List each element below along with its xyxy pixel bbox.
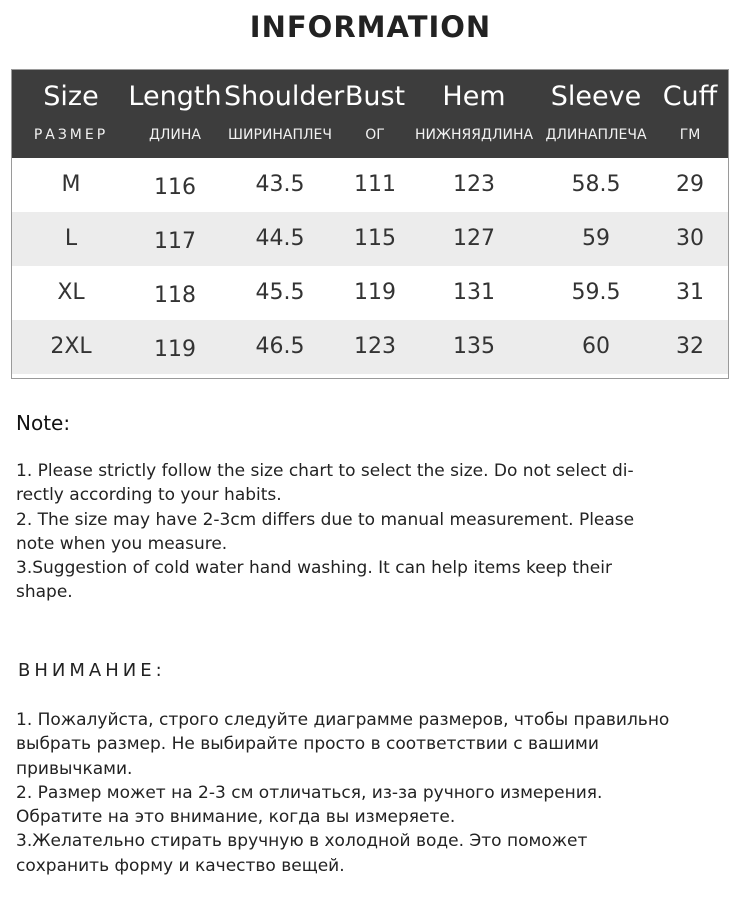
- header-label-ru: НИЖНЯЯДЛИНА: [414, 127, 534, 143]
- note-line: привычками.: [16, 758, 133, 779]
- note-line: rectly according to your habits.: [16, 485, 282, 506]
- header-cell-hem: [410, 70, 538, 158]
- note-line: Обратите на это внимание, когда вы измеряете.: [16, 807, 456, 828]
- note-line: 2. Размер может на 2-3 см отличаться, из-за ручного измерения.: [16, 782, 603, 803]
- table-cell-cuff: 29: [676, 172, 704, 197]
- table-cell-length: 118: [154, 283, 196, 308]
- note-line: сохранить форму и качество вещей.: [16, 855, 345, 876]
- note-heading: Note:: [16, 411, 71, 435]
- note-line: выбрать размер. Не выбирайте просто в соответствии с вашими: [16, 734, 599, 755]
- table-cell-sleeve: 60: [582, 334, 610, 359]
- header-label-en: Length: [128, 81, 222, 112]
- note-text-ru: [16, 708, 716, 878]
- table-cell-size: 2XL: [50, 334, 92, 359]
- table-cell-hem: 127: [453, 226, 495, 251]
- table-cell-sleeve: 59.5: [571, 280, 621, 305]
- table-cell-cuff: 31: [676, 280, 704, 305]
- table-cell-bust: 123: [354, 334, 396, 359]
- header-label-ru: ОГ: [365, 127, 385, 143]
- header-label-en: Size: [43, 81, 99, 112]
- header-cell-sleeve: [540, 70, 652, 158]
- header-label-ru: ДЛИНА: [148, 127, 202, 143]
- table-cell-hem: 135: [453, 334, 495, 359]
- note-line: 3.Желательно стирать вручную в холодной воде. Это поможет: [16, 831, 588, 852]
- table-cell-shoulder: 45.5: [255, 280, 305, 305]
- header-label-en: Sleeve: [550, 81, 642, 112]
- header-label-ru: ГМ: [679, 127, 701, 143]
- table-row: [12, 266, 728, 320]
- header-label-ru: ШИРИНАПЛЕЧ: [228, 127, 332, 143]
- note-line: shape.: [16, 582, 73, 603]
- table-row: [12, 320, 728, 374]
- table-cell-size: M: [61, 172, 81, 197]
- header-cell-length: [120, 70, 230, 158]
- note-text-en: [16, 459, 716, 605]
- table-cell-sleeve: 58.5: [571, 172, 621, 197]
- table-cell-hem: 123: [453, 172, 495, 197]
- table-cell-length: 117: [154, 229, 196, 254]
- note-line: 3.Suggestion of cold water hand washing. It can help items keep their: [16, 558, 612, 579]
- header-cell-size: [12, 70, 130, 158]
- note-line: 1. Please strictly follow the size chart to select the size. Do not select di-: [16, 461, 634, 481]
- table-cell-size: L: [64, 226, 78, 251]
- note-line: note when you measure.: [16, 533, 228, 554]
- table-cell-shoulder: 46.5: [255, 334, 305, 359]
- table-row: [12, 158, 728, 212]
- table-cell-shoulder: 44.5: [255, 226, 305, 251]
- page-title: INFORMATION: [249, 10, 492, 44]
- note-line: 1. Пожалуйста, строго следуйте диаграмме размеров, чтобы правильно: [16, 710, 670, 730]
- header-cell-bust: [336, 70, 414, 158]
- size-chart-table: [11, 69, 729, 379]
- table-cell-bust: 119: [354, 280, 396, 305]
- header-cell-shoulder: [224, 70, 345, 158]
- table-cell-cuff: 32: [676, 334, 704, 359]
- table-header-row: [12, 70, 728, 158]
- header-label-en: Shoulder: [224, 81, 345, 112]
- note-heading-ru: ВНИМАНИЕ:: [18, 660, 166, 681]
- header-label-en: Hem: [442, 81, 506, 112]
- header-label-en: Cuff: [662, 81, 718, 112]
- header-label-en: Bust: [344, 81, 406, 112]
- table-row: [12, 212, 728, 266]
- table-cell-bust: 111: [354, 172, 396, 197]
- table-cell-shoulder: 43.5: [255, 172, 305, 197]
- table-cell-length: 119: [154, 337, 196, 362]
- table-cell-sleeve: 59: [582, 226, 610, 251]
- table-cell-length: 116: [154, 175, 196, 200]
- header-label-ru: РАЗМЕР: [33, 127, 109, 143]
- table-cell-hem: 131: [453, 280, 495, 305]
- table-cell-cuff: 30: [676, 226, 704, 251]
- note-line: 2. The size may have 2-3cm differs due to manual measurement. Please: [16, 509, 635, 530]
- header-label-ru: ДЛИНАПЛЕЧА: [545, 127, 647, 143]
- table-cell-size: XL: [57, 280, 85, 305]
- header-cell-cuff: [652, 70, 728, 158]
- table-cell-bust: 115: [354, 226, 396, 251]
